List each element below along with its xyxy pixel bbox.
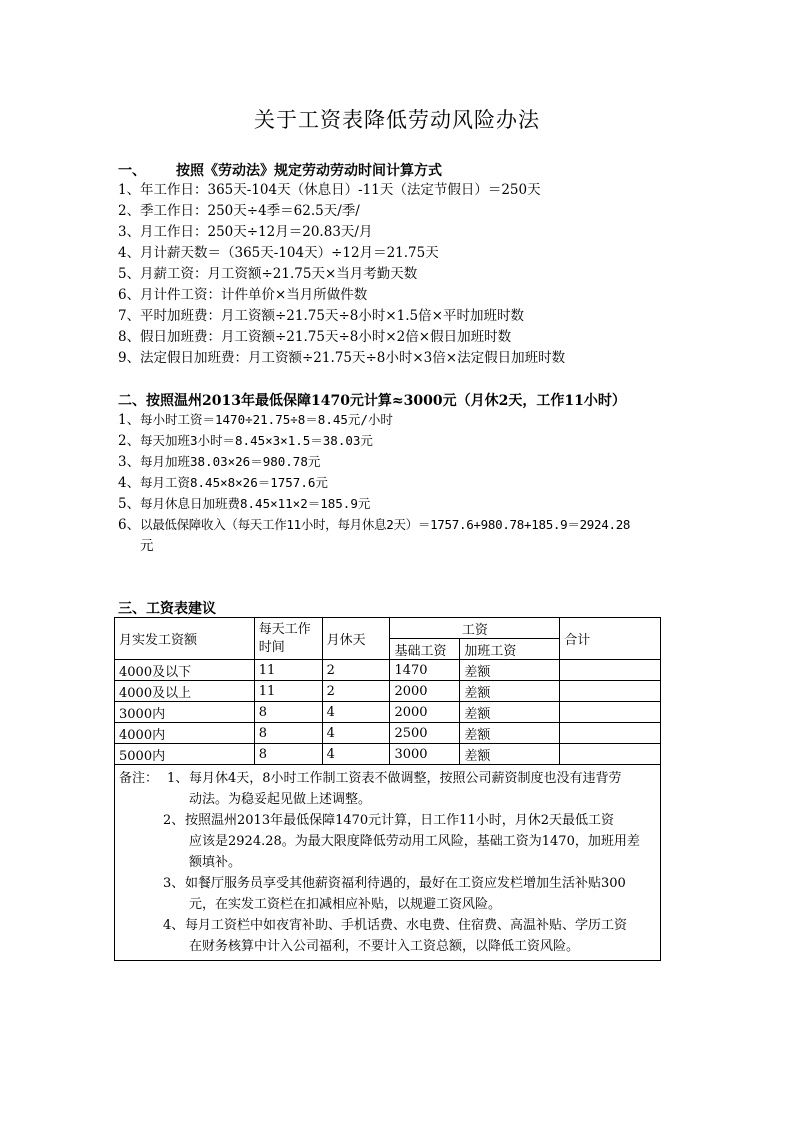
header-amount: 月实发工资额	[115, 618, 255, 660]
section1-item: 5、月薪工资：月工资额÷21.75天×当月考勤天数	[118, 266, 418, 282]
header-rest: 月休天	[322, 618, 390, 660]
header-base: 基础工资	[390, 639, 460, 660]
section1-item: 8、假日加班费：月工资额÷21.75天÷8小时×2倍×假日加班时数	[118, 329, 512, 345]
header-wage: 工资	[390, 618, 560, 639]
section2-item: 2、每天加班3小时＝8.45×3×1.5＝38.03元	[118, 433, 373, 449]
section2-item: 3、每月加班38.03×26＝980.78元	[118, 454, 321, 470]
section1-item: 4、月计薪天数＝（365天-104天）÷12月＝21.75天	[118, 245, 439, 261]
section1-heading	[118, 160, 442, 180]
section1-item: 2、季工作日：250天÷4季＝62.5天/季/	[118, 203, 360, 219]
note-item-1: 备注： 1、 每月休4天，8小时工作制工资表不做调整，按照公司薪资制度也没有违背劳	[119, 768, 656, 789]
notes-cell: 备注： 1、 每月休4天，8小时工作制工资表不做调整，按照公司薪资制度也没有违背劳 动法。为稳妥起见做上述调整。 2、 按照温州2013年最低保障1470元计算，日工作11小时，月休2天最低工资 应该是2924.28。为最大限度降低劳动用工风险，基础工资为1470，加班用差 额填补。 3、 如餐厅服务员享受其他薪资福利待遇的，最好在工资应发栏增加生活补贴300 元，在实发工资栏在扣减相应补贴，以规避工资风险。 4、 每月工资栏中如夜宵补助、手机话费、水电费、住宿费、高温补贴、学历工资 在财务核算中计入公司福利，不要计入工资总额，以降低工资风险。	[115, 765, 661, 961]
section2-item: 1、每小时工资＝1470÷21.75÷8＝8.45元/小时	[118, 412, 393, 428]
notes-lead: 备注：	[119, 771, 159, 786]
table-row: 4000内 8 4 2500 差额	[115, 723, 661, 744]
section1-item: 9、法定假日加班费：月工资额÷21.75天÷8小时×3倍×法定假日加班时数	[118, 350, 566, 366]
notes-row	[115, 765, 661, 961]
table-header-row	[115, 618, 661, 639]
section2-heading: 二、按照温州2013年最低保障1470元计算≈3000元（月休2天，工作11小时）	[118, 393, 626, 409]
section2-item: 6、以最低保障收入（每天工作11小时，每月休息2天）＝1757.6+980.78+185.9＝2924.28	[118, 517, 631, 533]
header-hours: 每天工作时间	[254, 618, 322, 660]
header-overtime: 加班工资	[460, 639, 560, 660]
section1-item: 3、月工作日：250天÷12月＝20.83天/月	[118, 224, 373, 240]
header-total: 合计	[560, 618, 661, 660]
note-item-4: 4、 每月工资栏中如夜宵补助、手机话费、水电费、住宿费、高温补贴、学历工资	[163, 918, 628, 933]
note-item-3: 3、 如餐厅服务员享受其他薪资福利待遇的，最好在工资应发栏增加生活补贴300	[163, 876, 626, 891]
section1-heading-num: 一、	[118, 163, 146, 179]
note-item-2: 2、 按照温州2013年最低保障1470元计算，日工作11小时，月休2天最低工资	[163, 813, 614, 828]
table-row: 3000内 8 4 2000 差额	[115, 702, 661, 723]
section1-item: 6、月计件工资：计件单价×当月所做件数	[118, 287, 368, 303]
table-row: 5000内 8 4 3000 差额	[115, 744, 661, 765]
table-row: 4000及以上 11 2 2000 差额	[115, 681, 661, 702]
section1-item: 7、平时加班费：月工资额÷21.75天÷8小时×1.5倍×平时加班时数	[118, 308, 524, 324]
section1-item: 1、年工作日：365天-104天（休息日）-11天（法定节假日）＝250天	[118, 182, 541, 198]
section2-item: 5、每月休息日加班费8.45×11×2＝185.9元	[118, 496, 371, 512]
wage-table	[114, 617, 661, 961]
section3-heading: 三、工资表建议	[118, 601, 216, 617]
document-title: 关于工资表降低劳动风险办法	[254, 108, 540, 132]
table-row: 4000及以下 11 2 1470 差额	[115, 660, 661, 681]
section2-item: 4、每月工资8.45×8×26＝1757.6元	[118, 475, 328, 491]
section2-item6-continuation: 元	[140, 538, 154, 554]
section1-heading-text: 按照《劳动法》规定劳动劳动时间计算方式	[176, 163, 442, 179]
